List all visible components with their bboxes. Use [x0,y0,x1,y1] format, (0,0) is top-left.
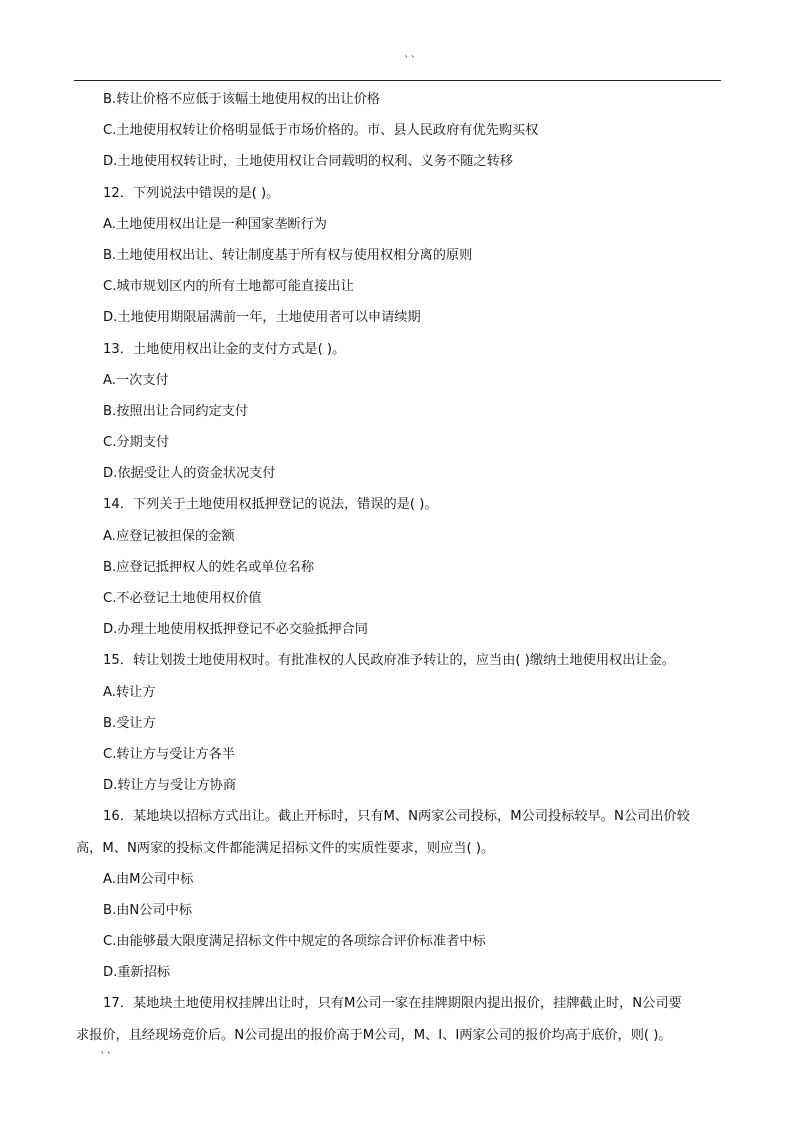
header-divider [74,80,721,81]
question-17-continued: 求报价，且经现场竞价后。N公司提出的报价高于M公司，M、I、I两家公司的报价均高于底价，则( )。 [76,1027,672,1043]
option-c-q15: C.转让方与受让方各半 [103,746,236,762]
option-b-q14: B.应登记抵押权人的姓名或单位名称 [103,559,315,575]
question-16: 16．某地块以招标方式出让。截止开标时，只有M、N两家公司投标，M公司投标较早。N公司出价较 [103,809,690,825]
question-16-continued: 高，M、N两家的投标文件都能满足招标文件的实质性要求，则应当( )。 [76,840,495,856]
question-12: 12．下列说法中错误的是( )。 [103,185,280,201]
option-a-q16: A.由M公司中标 [103,871,194,887]
option-a-q15: A.转让方 [103,684,156,700]
option-b-q11: B.转让价格不应低于该幅土地使用权的出让价格 [103,92,380,107]
page-header-mark: `` [404,54,417,67]
option-c-q14: C.不必登记土地使用权价值 [103,591,262,606]
option-b-q16: B.由N公司中标 [103,902,193,918]
option-d-q16: D.重新招标 [103,965,171,981]
question-14: 14．下列关于土地使用权抵押登记的说法，错误的是( )。 [103,497,438,513]
option-d-q13: D.依据受让人的资金状况支付 [103,466,276,482]
option-c-q11: C.土地使用权转让价格明显低于市场价格的。市、县人民政府有优先购买权 [103,123,539,139]
option-c-q13: C.分期支付 [103,435,170,451]
option-d-q12: D.土地使用期限届满前一年，土地使用者可以申请续期 [103,310,421,326]
option-c-q12: C.城市规划区内的所有土地都可能直接出让 [103,279,354,295]
page-footer-mark: `` [100,1050,113,1063]
option-a-q13: A.一次支付 [103,372,169,388]
option-c-q16: C.由能够最大限度满足招标文件中规定的各项综合评价标准者中标 [103,934,486,950]
question-17: 17．某地块土地使用权挂牌出让时，只有M公司一家在挂牌期限内提出报价，挂牌截止时，N公司要 [103,996,682,1012]
option-b-q13: B.按照出让合同约定支付 [103,403,249,419]
option-d-q14: D.办理土地使用权抵押登记不必交验抵押合同 [103,622,368,638]
option-a-q12: A.土地使用权出让是一种国家垄断行为 [103,216,327,232]
document-body [76,84,722,1051]
question-13: 13．土地使用权出让金的支付方式是( )。 [103,341,346,357]
option-b-q15: B.受让方 [103,715,156,731]
option-b-q12: B.土地使用权出让、转让制度基于所有权与使用权相分离的原则 [103,247,473,263]
option-d-q11: D.土地使用权转让时，土地使用权让合同载明的权利、义务不随之转移 [103,154,513,170]
question-15: 15．转让划拨土地使用权时。有批准权的人民政府准予转让的，应当由( )缴纳土地使用权出让金。 [103,653,675,669]
option-d-q15: D.转让方与受让方协商 [103,778,237,794]
option-a-q14: A.应登记被担保的金额 [103,528,235,544]
